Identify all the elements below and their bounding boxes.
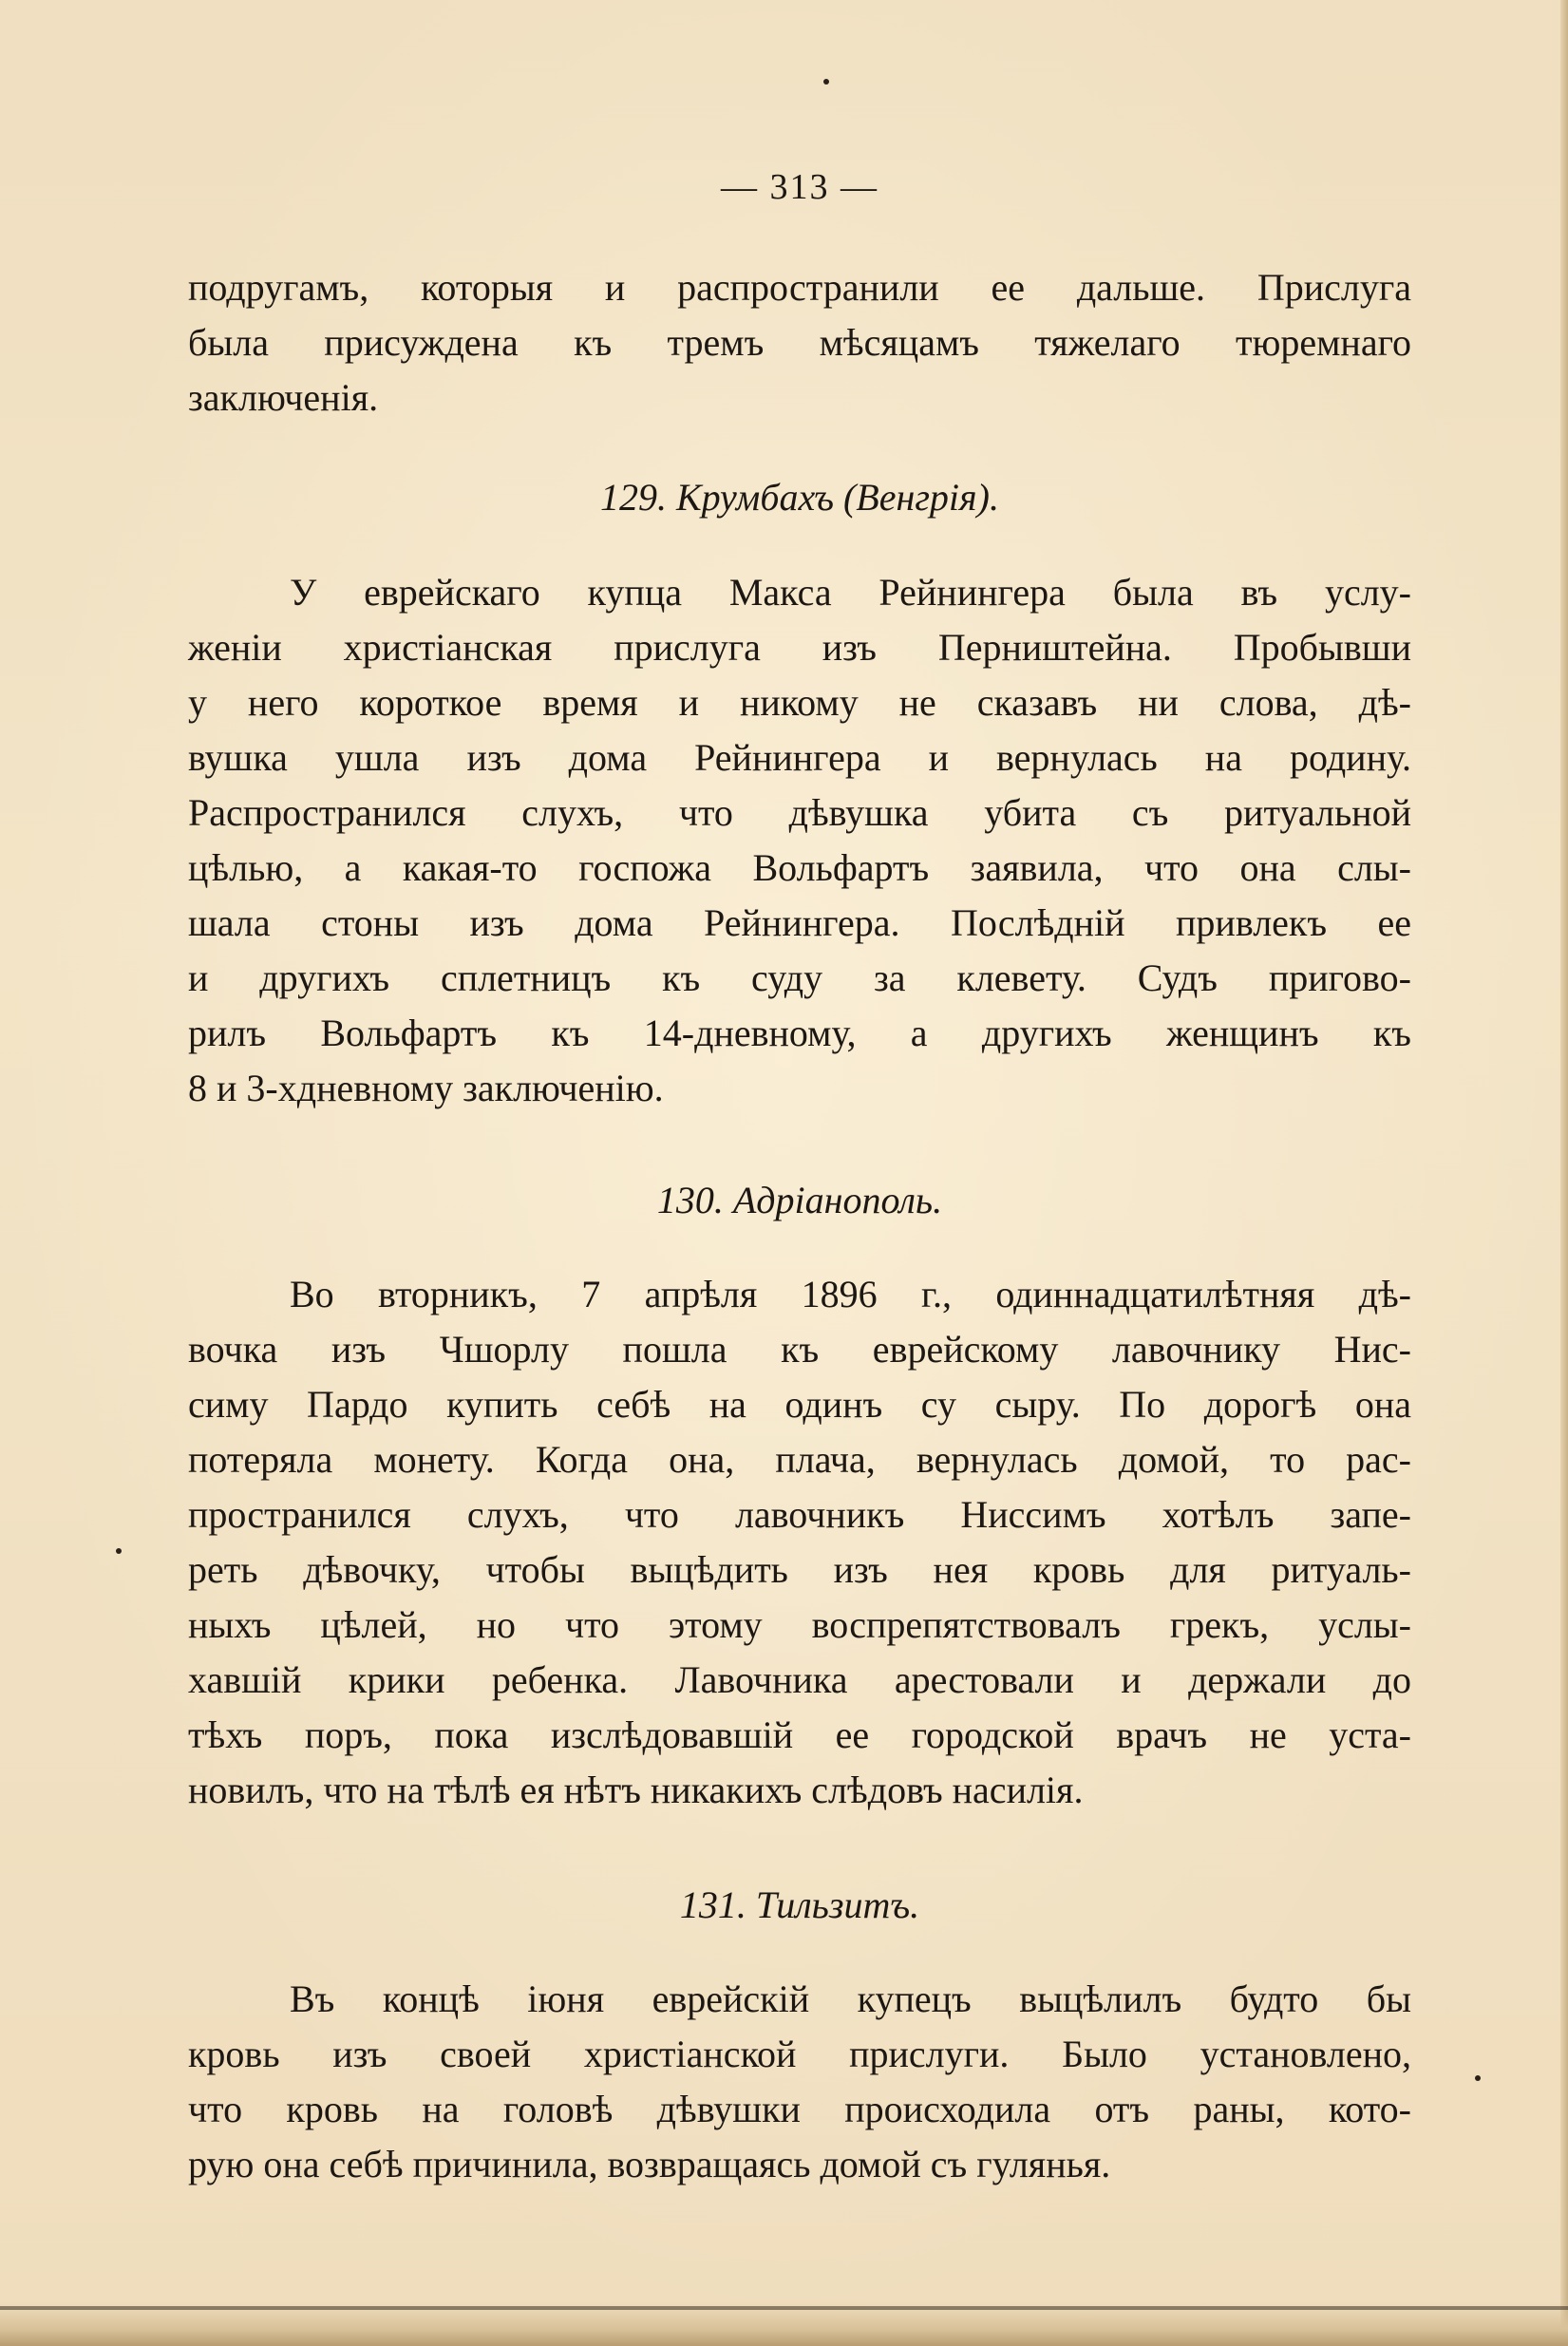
page-right-edge [1560,0,1568,2346]
text-line: У еврейскаго купца Макса Рейнингера была въ услу- [290,571,1411,614]
text-line: рилъ Вольфартъ къ 14-дневному, а другихъ женщинъ къ [188,1012,1411,1054]
text-line: Въ концѣ іюня еврейскій купецъ выцѣлилъ будто бы [290,1977,1411,2020]
ink-speck [1475,2075,1481,2081]
text-line: вушка ушла изъ дома Рейнингера и вернулась на родину. [188,736,1411,779]
text-line: вочка изъ Чшорлу пошла къ еврейскому лавочнику Нис- [188,1328,1411,1371]
page-number: — 313 — [721,167,878,207]
text-line: тѣхъ поръ, пока изслѣдовавшій ее городской врачъ не уста- [188,1713,1411,1756]
text-line: цѣлью, а какая-то госпожа Вольфартъ заявила, что она слы- [188,846,1411,889]
text-line: у него короткое время и никому не сказавъ ни слова, дѣ- [188,681,1411,724]
text-line: пространился слухъ, что лавочникъ Ниссимъ хотѣлъ запе- [188,1493,1411,1536]
text-line: была присуждена къ тремъ мѣсяцамъ тяжелаго тюремнаго [188,321,1411,364]
text-line: кровь изъ своей христіанской прислуги. Было установлено, [188,2033,1411,2075]
text-line: женіи христіанская прислуга изъ Перништейна. Пробывши [188,626,1411,669]
text-line: новилъ, что на тѣлѣ ея нѣтъ никакихъ слѣдовъ насилія. [188,1769,1084,1811]
page-bottom-rule [0,2306,1568,2310]
text-line: Распространился слухъ, что дѣвушка убита съ ритуальной [188,791,1411,834]
text-line: заключенія. [188,376,379,419]
section-heading: 129. Крумбахъ (Венгрія). [600,476,999,519]
text-line: рую она себѣ причинила, возвращаясь домой съ гулянья. [188,2143,1111,2185]
text-line: шала стоны изъ дома Рейнингера. Послѣдній привлекъ ее [188,901,1411,944]
text-line: реть дѣвочку, чтобы выцѣдить изъ нея кровь для ритуаль- [188,1548,1411,1591]
ink-speck [823,79,829,85]
section-heading: 130. Адріанополь. [656,1179,943,1221]
text-line: подругамъ, которыя и распространили ее дальше. Прислуга [188,266,1411,309]
ink-speck [116,1548,122,1554]
section-heading: 131. Тильзитъ. [679,1883,920,1926]
text-line: 8 и 3-хдневному заключенію. [188,1067,664,1109]
text-line: и другихъ сплетницъ къ суду за клевету. Судъ пригово- [188,956,1411,999]
text-line: потеряла монету. Когда она, плача, вернулась домой, то рас- [188,1438,1411,1481]
text-line: хавшій крики ребенка. Лавочника арестовали и держали до [188,1658,1411,1701]
text-line: Во вторникъ, 7 апрѣля 1896 г., одиннадцатилѣтняя дѣ- [290,1273,1411,1315]
text-line: ныхъ цѣлей, но что этому воспрепятствовалъ грекъ, услы- [188,1603,1411,1646]
text-line: симу Пардо купить себѣ на одинъ су сыру. По дорогѣ она [188,1383,1411,1426]
text-line: что кровь на головѣ дѣвушки происходила отъ раны, кото- [188,2088,1411,2130]
